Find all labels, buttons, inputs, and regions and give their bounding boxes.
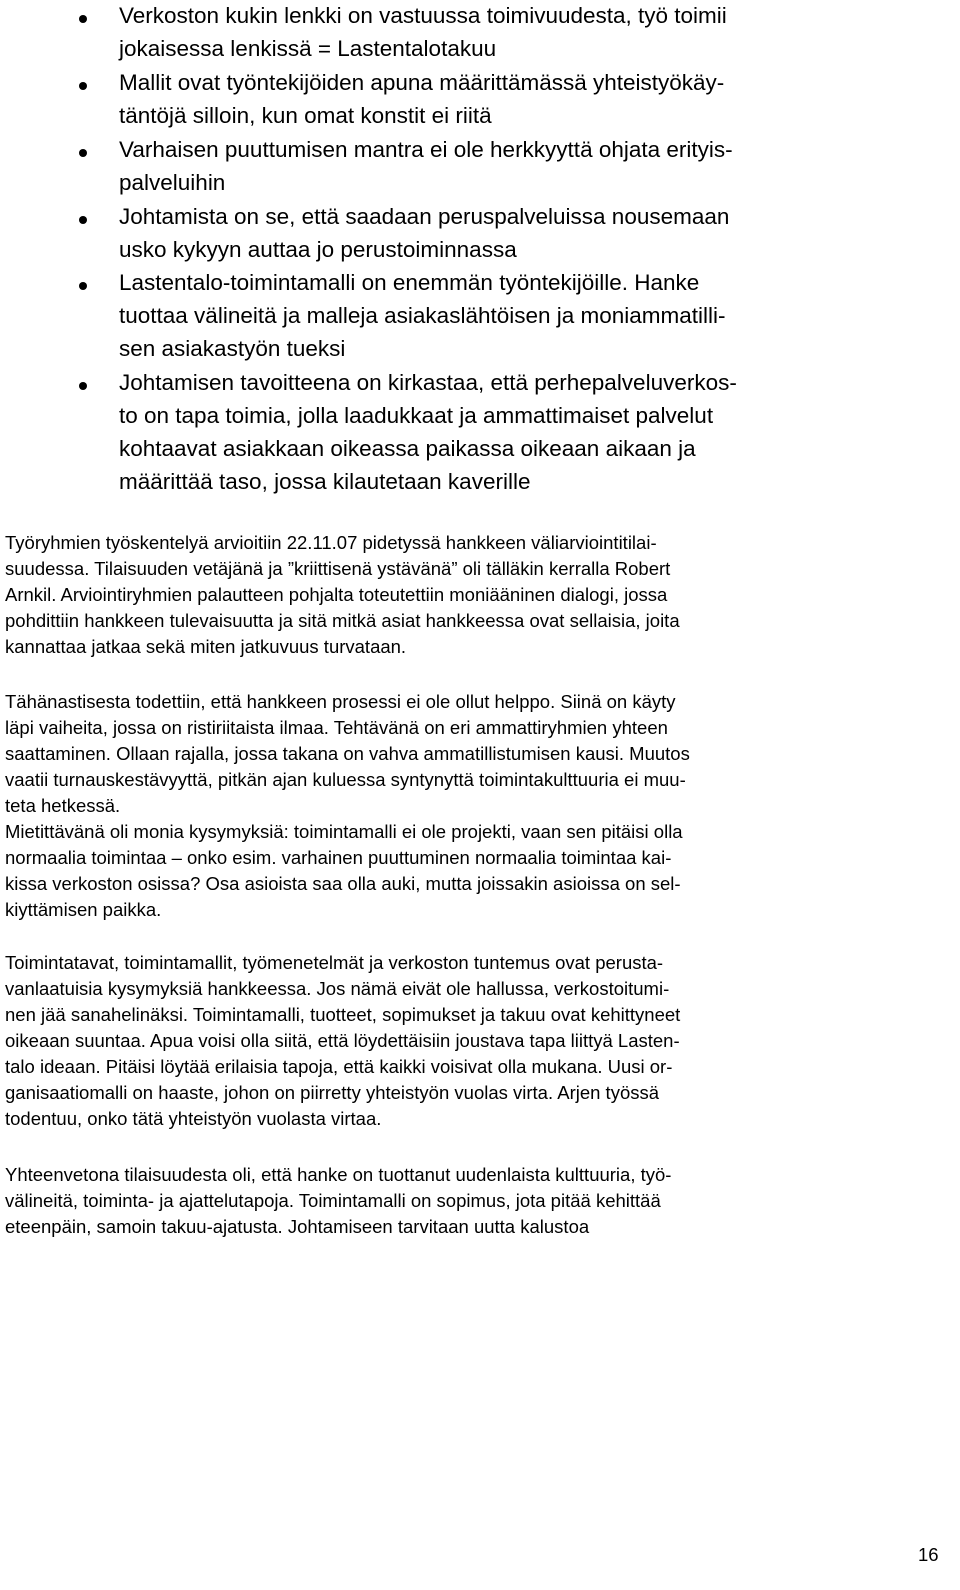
paragraph-line: kissa verkoston osissa? Osa asioista saa olla auki, mutta joissakin asioissa on sel- — [5, 873, 681, 894]
paragraph-line: läpi vaiheita, jossa on ristiriitaista ilmaa. Tehtävänä on eri ammattiryhmien yhteen — [5, 717, 668, 738]
bullet-dot-icon — [79, 149, 87, 157]
paragraph-line: kannattaa jatkaa sekä miten jatkuvuus turvataan. — [5, 636, 407, 657]
bullet-text-line: usko kykyyn auttaa jo perustoiminnassa — [119, 237, 517, 262]
paragraph-line: välineitä, toiminta- ja ajattelutapoja. Toimintamalli on sopimus, jota pitää kehittää — [5, 1190, 661, 1211]
bullet-dot-icon — [79, 82, 87, 90]
paragraph-line: vaatii turnauskestävyyttä, pitkän ajan kuluessa syntynyttä toimintakulttuuria ei muu- — [5, 769, 686, 790]
paragraph-line: Toimintatavat, toimintamallit, työmenetelmät ja verkoston tuntemus ovat perusta- — [5, 952, 664, 973]
bullet-dot-icon — [79, 15, 87, 23]
bullet-text-line: Johtamisen tavoitteena on kirkastaa, että perhepalveluverkos- — [119, 370, 737, 395]
paragraph-line: vanlaatuisia kysymyksiä hankkeessa. Jos nämä eivät ole hallussa, verkostoitumi- — [5, 978, 670, 999]
paragraph-line: saattaminen. Ollaan rajalla, jossa takana on vahva ammatillistumisen kausi. Muutos — [5, 743, 690, 764]
bullet-text-line: Lastentalo-toimintamalli on enemmän työntekijöille. Hanke — [119, 270, 700, 295]
paragraph-line: pohdittiin hankkeen tulevaisuutta ja sitä mitkä asiat hankkeessa ovat sellaisia, joita — [5, 610, 680, 631]
paragraph-line: kiyttämisen paikka. — [5, 899, 162, 920]
paragraph-line: suudessa. Tilaisuuden vetäjänä ja ”kriittisenä ystävänä” oli tälläkin kerralla Robert — [5, 558, 671, 579]
bullet-text-line: määrittää taso, jossa kilautetaan kaverille — [119, 469, 531, 494]
bullet-dot-icon — [79, 216, 87, 224]
bullet-text-line: Verkoston kukin lenkki on vastuussa toimivuudesta, työ toimii — [119, 3, 727, 28]
bullet-text-line: Johtamista on se, että saadaan peruspalveluissa nousemaan — [119, 204, 730, 229]
paragraph-line: eteenpäin, samoin takuu-ajatusta. Johtamiseen tarvitaan uutta kalustoa — [5, 1216, 590, 1237]
paragraph-line: Työryhmien työskentelyä arvioitiin 22.11.07 pidetyssä hankkeen väliarviointitilai- — [5, 532, 657, 553]
paragraph-line: Mietittävänä oli monia kysymyksiä: toimintamalli ei ole projekti, vaan sen pitäisi olla — [5, 821, 683, 842]
paragraph-line: ganisaatiomalli on haaste, johon on piirretty yhteistyön vuolas virta. Arjen työssä — [5, 1082, 660, 1103]
bullet-dot-icon — [79, 282, 87, 290]
paragraph-line: todentuu, onko tätä yhteistyön vuolasta virtaa. — [5, 1108, 382, 1129]
paragraph-line: Arnkil. Arviointiryhmien palautteen pohjalta toteutettiin moniääninen dialogi, jossa — [5, 584, 668, 605]
bullet-text-line: jokaisessa lenkissä = Lastentalotakuu — [119, 36, 497, 61]
paragraph-line: Yhteenvetona tilaisuudesta oli, että hanke on tuottanut uudenlaista kulttuuria, työ- — [5, 1164, 672, 1185]
bullet-text-line: Mallit ovat työntekijöiden apuna määrittämässä yhteistyökäy- — [119, 70, 725, 95]
page-number: 16 — [918, 1544, 939, 1565]
bullet-text-line: tuottaa välineitä ja malleja asiakaslähtöisen ja moniammatilli- — [119, 303, 726, 328]
bullet-dot-icon — [79, 382, 87, 390]
paragraph-line: teta hetkessä. — [5, 795, 121, 816]
bullet-text-line: täntöjä silloin, kun omat konstit ei riitä — [119, 103, 492, 128]
paragraph-line: nen jää sanahelinäksi. Toimintamalli, tuotteet, sopimukset ja takuu ovat kehittyneet — [5, 1004, 681, 1025]
paragraph-line: oikeaan suuntaa. Apua voisi olla siitä, että löydettäisiin joustava tapa liittyä Lasten- — [5, 1030, 680, 1051]
paragraph-line: Tähänastisesta todettiin, että hankkeen prosessi ei ole ollut helppo. Siinä on käyty — [5, 691, 676, 712]
bullet-text-line: to on tapa toimia, jolla laadukkaat ja ammattimaiset palvelut — [119, 403, 714, 428]
bullet-text-line: palveluihin — [119, 170, 226, 195]
bullet-text-line: sen asiakastyön tueksi — [119, 336, 346, 361]
paragraph-line: talo ideaan. Pitäisi löytää erilaisia tapoja, että kaikki voisivat olla mukana. Uusi or- — [5, 1056, 673, 1077]
bullet-text-line: kohtaavat asiakkaan oikeassa paikassa oikeaan aikaan ja — [119, 436, 696, 461]
bullet-text-line: Varhaisen puuttumisen mantra ei ole herkkyyttä ohjata erityis- — [119, 137, 733, 162]
paragraph-line: normaalia toimintaa – onko esim. varhainen puuttuminen normaalia toimintaa kai- — [5, 847, 672, 868]
